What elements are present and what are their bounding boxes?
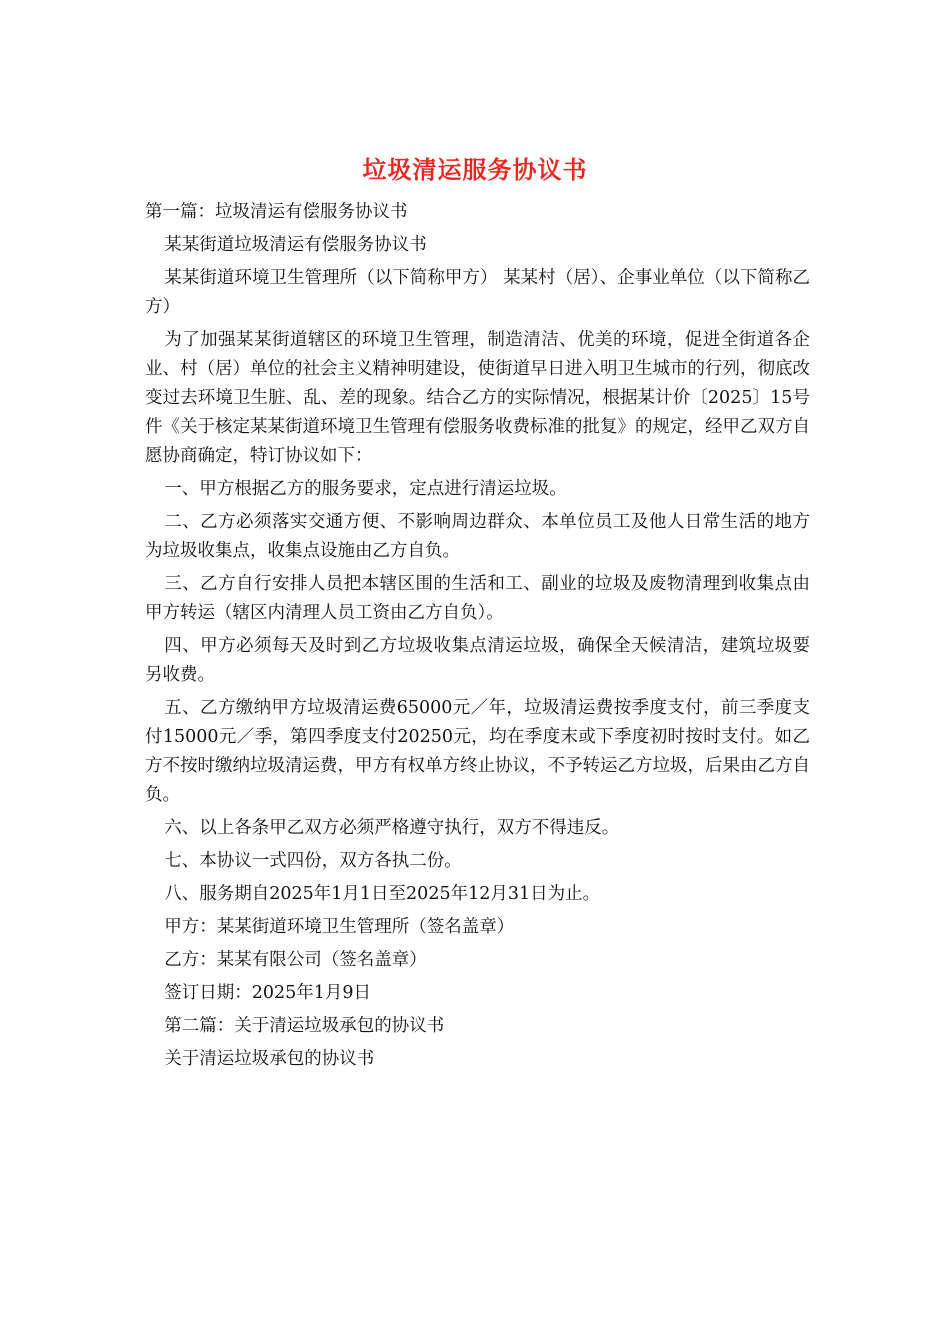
clause-1: 一、甲方根据乙方的服务要求，定点进行清运垃圾。	[164, 479, 567, 499]
clause-8: 八、服务期自2025年1月1日至2025年12月31日为止。	[164, 884, 601, 904]
clause-2: 二、乙方必须落实交通方便、不影响周边群众、本单位员工及他人日常生活的地方为垃圾收集点，收集点设施由乙方自负。	[145, 512, 810, 561]
document-title: 垃圾清运服务协议书	[362, 156, 588, 184]
section-heading-2: 第二篇：关于清运垃圾承包的协议书	[164, 1016, 445, 1036]
party-a-signature: 甲方：某某街道环境卫生管理所（签名盖章）	[164, 917, 515, 937]
parties-paragraph: 某某街道环境卫生管理所（以下简称甲方） 某某村（居）、企事业单位（以下简称乙方）	[145, 268, 810, 317]
section-heading-1: 第一篇：垃圾清运有偿服务协议书	[145, 202, 408, 222]
clause-3: 三、乙方自行安排人员把本辖区围的生活和工、副业的垃圾及废物清理到收集点由甲方转运（辖区内清理人员工资由乙方自负）。	[145, 574, 810, 623]
clause-4: 四、甲方必须每天及时到乙方垃圾收集点清运垃圾，确保全天候清洁，建筑垃圾要另收费。	[145, 636, 810, 685]
preamble-paragraph: 为了加强某某街道辖区的环境卫生管理，制造清洁、优美的环境，促进全街道各企业、村（居）单位的社会主义精神明建设，使街道早日进入明卫生城市的行列，彻底改变过去环境卫生脏、乱、差的现象。结合乙方的实际情况，根据某计价〔2025〕15号件《关于核定某某街道环境卫生管理有偿服务收费标准的批复》的规定，经甲乙双方自愿协商确定，特订协议如下：	[145, 330, 810, 466]
agreement-subtitle: 某某街道垃圾清运有偿服务协议书	[164, 235, 427, 255]
signing-date: 签订日期：2025年1月9日	[164, 983, 372, 1003]
party-b-signature: 乙方：某某有限公司（签名盖章）	[164, 950, 427, 970]
document-body	[145, 198, 810, 1078]
clause-7: 七、本协议一式四份，双方各执二份。	[164, 851, 462, 871]
agreement-subtitle-2: 关于清运垃圾承包的协议书	[164, 1049, 375, 1069]
clause-5: 五、乙方缴纳甲方垃圾清运费65000元／年，垃圾清运费按季度支付，前三季度支付15000元／季，第四季度支付20250元，均在季度末或下季度初时按时支付。如乙方不按时缴纳垃圾清运费，甲方有权单方终止协议，不予转运乙方垃圾，后果由乙方自负。	[145, 698, 810, 805]
clause-6: 六、以上各条甲乙双方必须严格遵守执行，双方不得违反。	[164, 818, 620, 838]
